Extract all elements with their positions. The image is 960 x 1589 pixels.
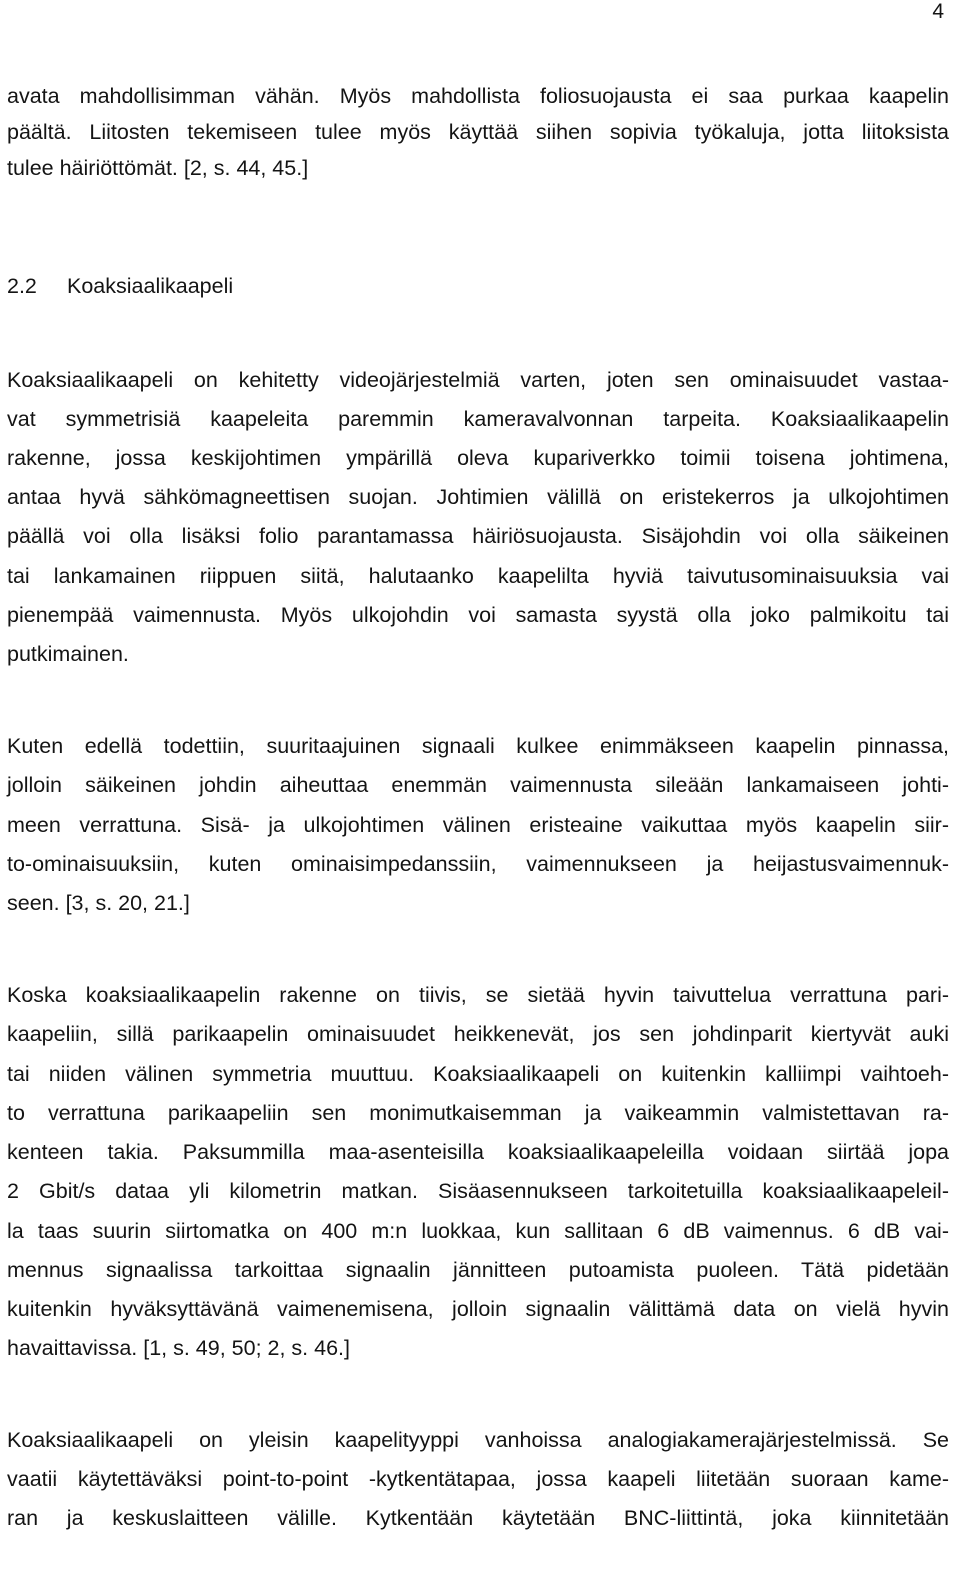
section-title: Koaksiaalikaapeli — [67, 274, 234, 298]
text-line: kaapeliin, sillä parikaapelin ominaisuudet heikkenevät, jos sen johdinparit kiertyvät auki — [7, 1022, 949, 1046]
section-heading — [7, 274, 233, 298]
text-line: Kuten edellä todettiin, suuritaajuinen signaali kulkee enimmäkseen kaapelin pinnassa, — [7, 734, 949, 758]
text-line: antaa hyvä sähkömagneettisen suojan. Johtimien välillä on eristekerros ja ulkojohtimen — [7, 485, 949, 509]
text-line: avata mahdollisimman vähän. Myös mahdollista foliosuojausta ei saa purkaa kaapelin — [7, 84, 949, 108]
text-line: havaittavissa. [1, s. 49, 50; 2, s. 46.] — [7, 1336, 350, 1360]
text-line: tai lankamainen riippuen siitä, halutaanko kaapelilta hyviä taivutusominaisuuksia vai — [7, 564, 949, 588]
section-number: 2.2 — [7, 274, 37, 298]
text-line: tai niiden välinen symmetria muuttuu. Koaksiaalikaapeli on kuitenkin kalliimpi vaihtoeh- — [7, 1062, 949, 1086]
text-line: tulee häiriöttömät. [2, s. 44, 45.] — [7, 156, 309, 180]
text-line: vaatii käytettäväksi point-to-point -kytkentätapaa, jossa kaapeli liitetään suoraan kame- — [7, 1467, 949, 1491]
text-line: Koaksiaalikaapeli on kehitetty videojärjestelmiä varten, joten sen ominaisuudet vastaa- — [7, 368, 949, 392]
text-line: to-ominaisuuksiin, kuten ominaisimpedanssiin, vaimennukseen ja heijastusvaimennuk- — [7, 852, 949, 876]
text-line: päällä voi olla lisäksi folio parantamassa häiriösuojausta. Sisäjohdin voi olla säikeinen — [7, 524, 949, 548]
text-line: to verrattuna parikaapeliin sen monimutkaisemman ja vaikeammin valmistettavan ra- — [7, 1101, 949, 1125]
text-line: putkimainen. — [7, 642, 129, 666]
text-line: vat symmetrisiä kaapeleita paremmin kameravalvonnan tarpeita. Koaksiaalikaapelin — [7, 407, 949, 431]
text-line: rakenne, jossa keskijohtimen ympärillä oleva kupariverkko toimii toisena johtimena, — [7, 446, 949, 470]
text-line: seen. [3, s. 20, 21.] — [7, 891, 190, 915]
text-line: ran ja keskuslaitteen välille. Kytkentään käytetään BNC-liittintä, joka kiinnitetään — [7, 1506, 949, 1530]
text-line: jolloin säikeinen johdin aiheuttaa enemmän vaimennusta sileään lankamaiseen johti- — [7, 773, 949, 797]
page-number: 4 — [932, 0, 944, 23]
text-line: meen verrattuna. Sisä- ja ulkojohtimen välinen eristeaine vaikuttaa myös kaapelin siir- — [7, 813, 949, 837]
text-line: la taas suurin siirtomatka on 400 m:n luokkaa, kun sallitaan 6 dB vaimennus. 6 dB vai- — [7, 1219, 949, 1243]
text-line: kenteen takia. Paksummilla maa-asenteisilla koaksiaalikaapeleilla voidaan siirtää jopa — [7, 1140, 949, 1164]
text-line: Koaksiaalikaapeli on yleisin kaapelityyppi vanhoissa analogiakamerajärjestelmissä. Se — [7, 1428, 949, 1452]
text-line: pienempää vaimennusta. Myös ulkojohdin voi samasta syystä olla joko palmikoitu tai — [7, 603, 949, 627]
text-line: 2 Gbit/s dataa yli kilometrin matkan. Sisäasennukseen tarkoitetuilla koaksiaalikaapeleil- — [7, 1179, 949, 1203]
text-line: päältä. Liitosten tekemiseen tulee myös käyttää siihen sopivia työkaluja, jotta liitoksista — [7, 120, 949, 144]
text-line: Koska koaksiaalikaapelin rakenne on tiivis, se sietää hyvin taivuttelua verrattuna pari- — [7, 983, 949, 1007]
text-line: kuitenkin hyväksyttävänä vaimenemisena, jolloin signaalin välittämä data on vielä hyvin — [7, 1297, 949, 1321]
text-line: mennus signaalissa tarkoittaa signaalin jännitteen putoamista puoleen. Tätä pidetään — [7, 1258, 949, 1282]
